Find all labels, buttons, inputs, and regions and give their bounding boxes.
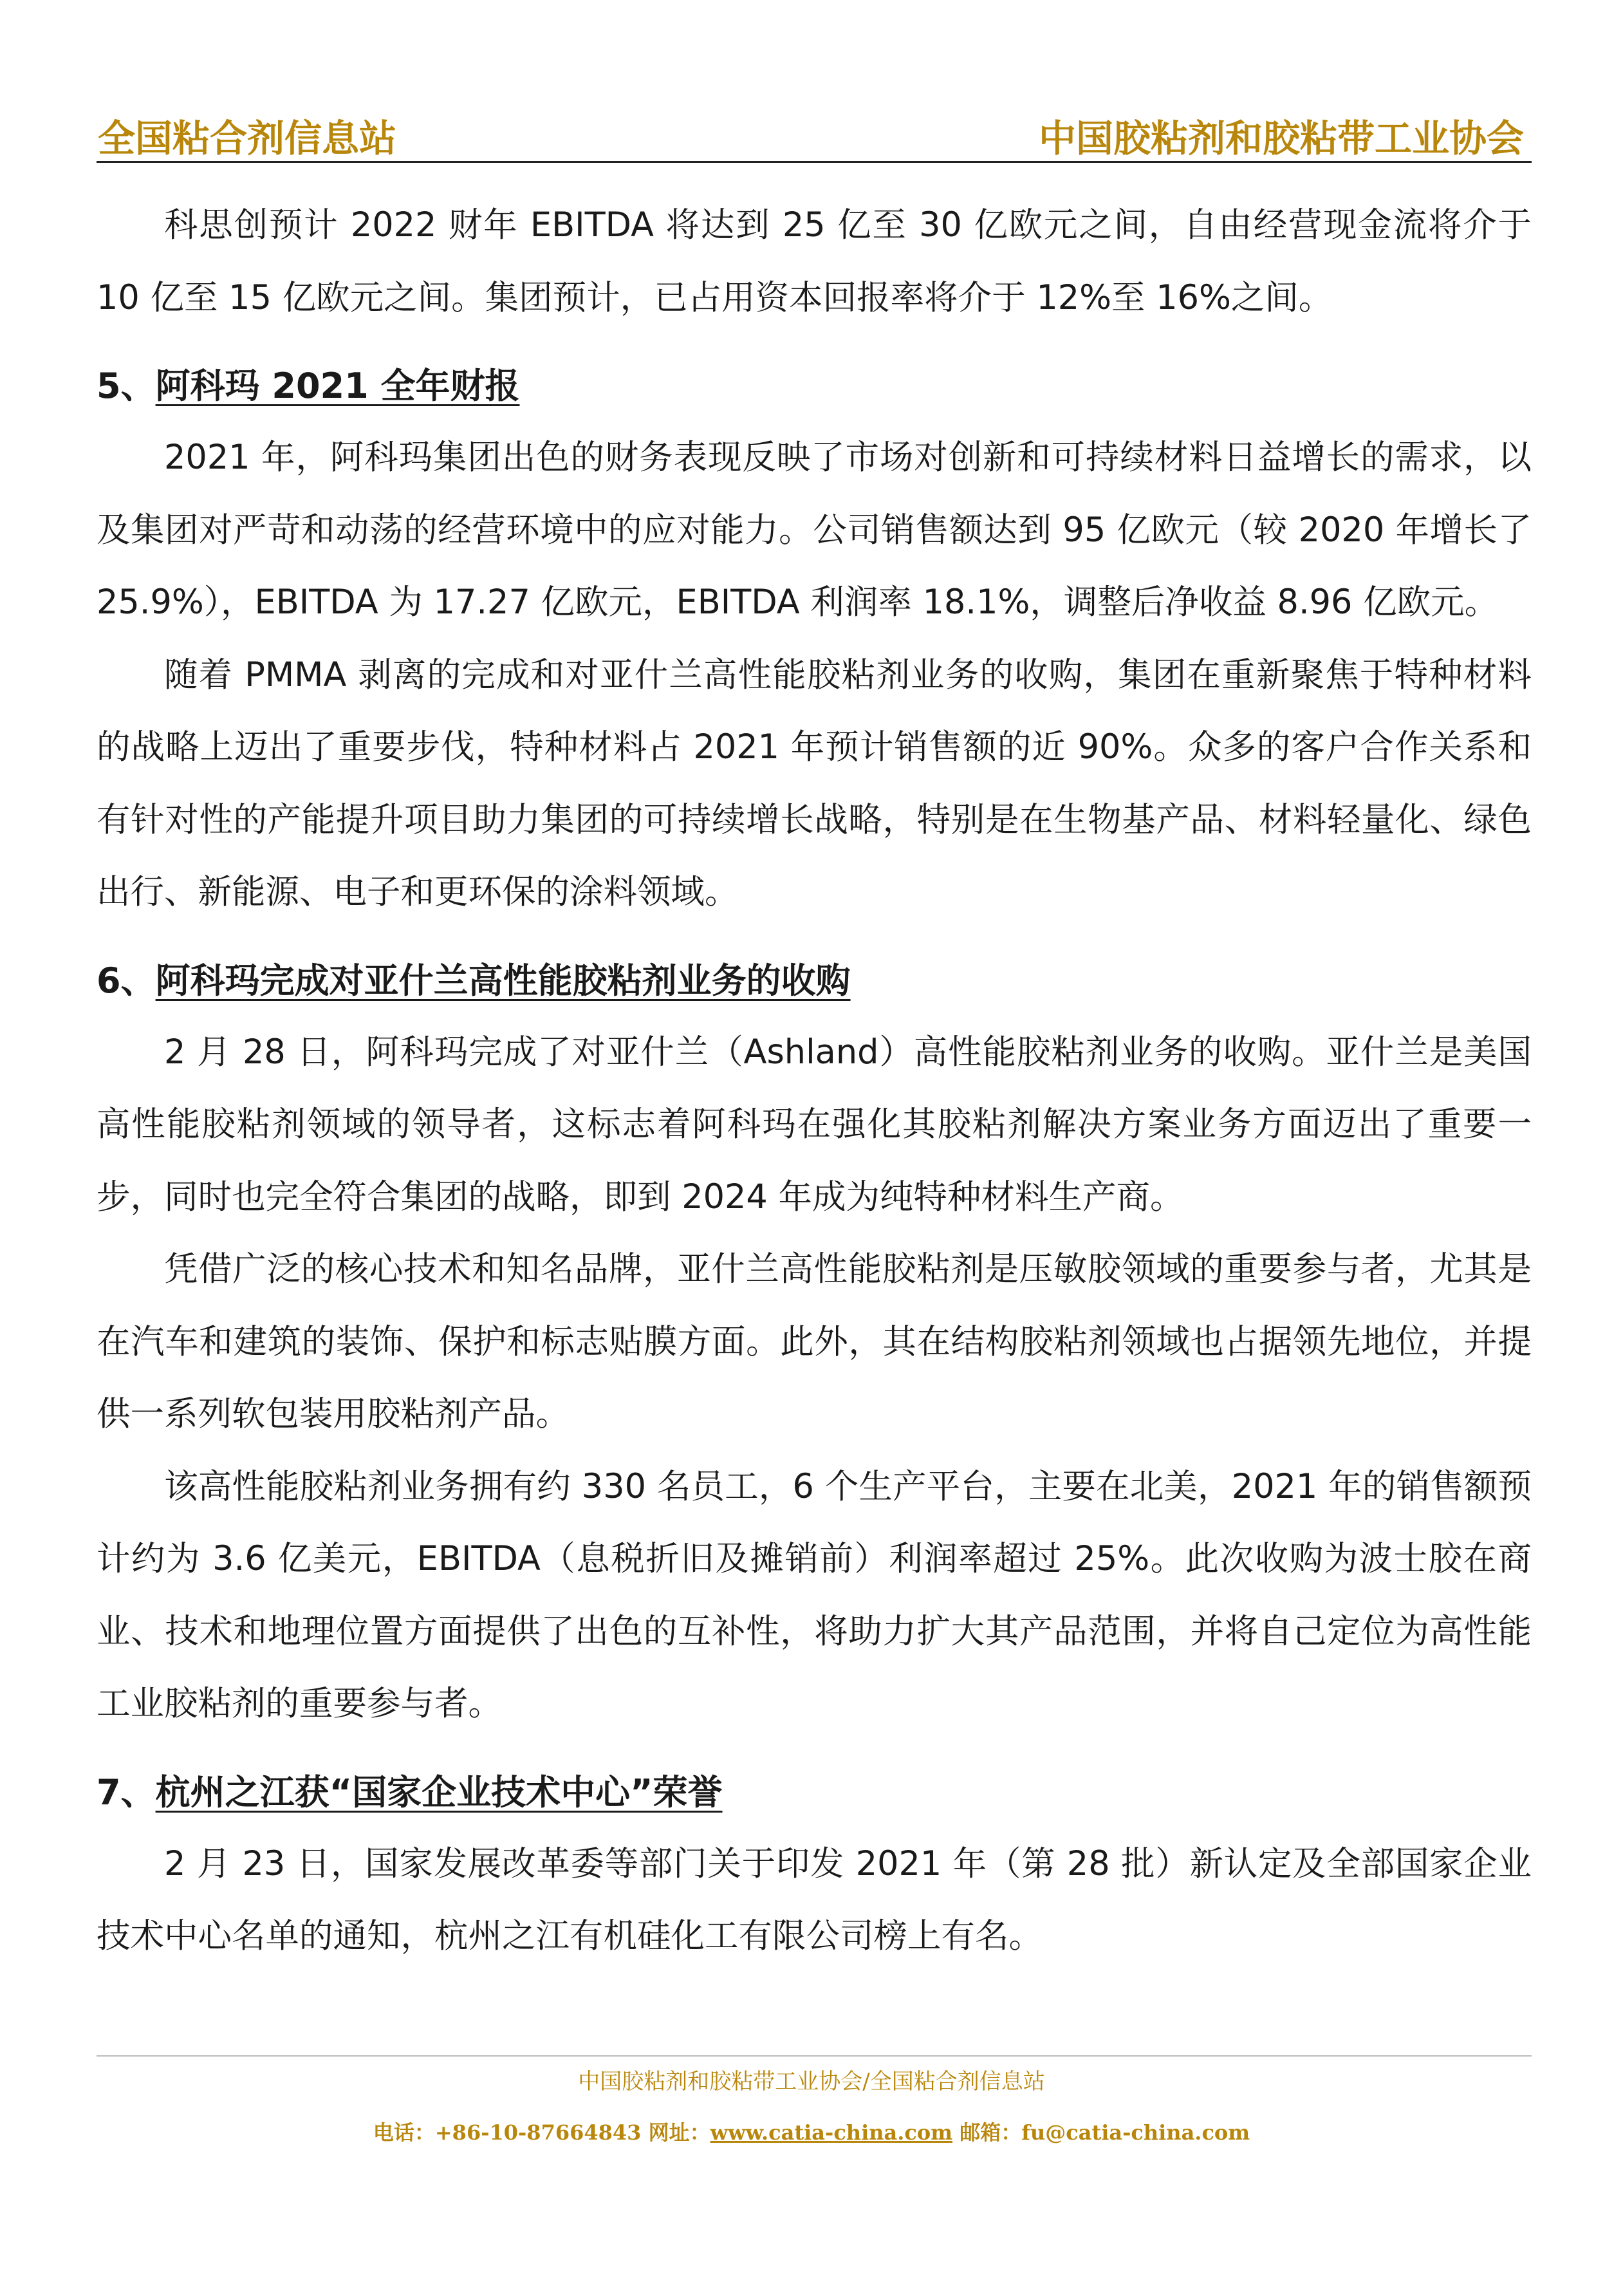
section-5-heading (97, 351, 1532, 422)
footer-contact (0, 2118, 1623, 2147)
section-7-paragraph-1: 2 月 23 日，国家发展改革委等部门关于印发 2021 年（第 28 批）新认定及全部国家企业技术中心名单的通知，杭州之江有机硅化工有限公司榜上有名。 (97, 1843, 1532, 1955)
footer-organization: 中国胶粘剂和胶粘带工业协会/全国粘合剂信息站 (578, 2069, 1045, 2095)
section-7-title: 杭州之江获“国家企业技术中心”荣誉 (155, 1771, 723, 1813)
section-6-paragraph-1: 2 月 28 日，阿科玛完成了对亚什兰（Ashland）高性能胶粘剂业务的收购。亚什兰是美国高性能胶粘剂领域的领导者，这标志着阿科玛在强化其胶粘剂解决方案业务方面迈出了重要一步，同时也完全符合集团的战略，即到 2024 年成为纯特种材料生产商。 (97, 1032, 1532, 1217)
section-5-title: 阿科玛 2021 全年财报 (155, 366, 520, 406)
section-6-number: 6、 (97, 960, 156, 1001)
section-6-heading (97, 946, 1532, 1016)
footer-email: 邮箱：fu@catia-china.com (952, 2120, 1250, 2145)
section-5-paragraph-2: 随着 PMMA 剥离的完成和对亚什兰高性能胶粘剂业务的收购，集团在重新聚焦于特种材料的战略上迈出了重要步伐，特种材料占 2021 年预计销售额的近 90%。众多的客户合作关系和有针对性的产能提升项目助力集团的可持续增长战略，特别是在生物基产品、材料轻量化、绿色出行、新能源、电子和更环保的涂料领域。 (97, 655, 1532, 911)
section-6-paragraph-2: 凭借广泛的核心技术和知名品牌，亚什兰高性能胶粘剂是压敏胶领域的重要参与者，尤其是在汽车和建筑的装饰、保护和标志贴膜方面。此外，其在结构胶粘剂领域也占据领先地位，并提供一系列软包装用胶粘剂产品。 (97, 1249, 1532, 1433)
section-5-paragraph-1: 2021 年，阿科玛集团出色的财务表现反映了市场对创新和可持续材料日益增长的需求，以及集团对严苛和动荡的经营环境中的应对能力。公司销售额达到 95 亿欧元（较 2020 年增长了 25.9%），EBITDA 为 17.27 亿欧元，EBITDA 利润率 18.1%，调整后净收益 8.96 亿欧元。 (97, 438, 1532, 622)
section-6-paragraph-3: 该高性能胶粘剂业务拥有约 330 名员工，6 个生产平台，主要在北美，2021 年的销售额预计约为 3.6 亿美元，EBITDA（息税折旧及摊销前）利润率超过 25%。此次收购为波士胶在商业、技术和地理位置方面提供了出色的互补性，将助力扩大其产品范围，并将自己定位为高性能工业胶粘剂的重要参与者。 (97, 1466, 1532, 1723)
footer-phone: 电话：+86-10-87664843 网址： (373, 2120, 710, 2145)
section-7-heading (97, 1757, 1532, 1828)
section-7-number: 7、 (97, 1771, 156, 1813)
intro-paragraph: 科思创预计 2022 财年 EBITDA 将达到 25 亿至 30 亿欧元之间，自由经营现金流将介于 10 亿至 15 亿欧元之间。集团预计，已占用资本回报率将介于 12%至 16%之间。 (97, 205, 1532, 317)
section-6-title: 阿科玛完成对亚什兰高性能胶粘剂业务的收购 (155, 960, 851, 1001)
footer-website-link[interactable]: www.catia-china.com (710, 2120, 953, 2145)
page-header (97, 103, 1532, 163)
header-site-name: 全国粘合剂信息站 (98, 117, 397, 160)
header-association-name: 中国胶粘剂和胶粘带工业协会 (1038, 117, 1524, 160)
article-body (97, 189, 1532, 1973)
footer-divider (97, 2055, 1532, 2057)
section-5-number: 5、 (97, 366, 156, 406)
